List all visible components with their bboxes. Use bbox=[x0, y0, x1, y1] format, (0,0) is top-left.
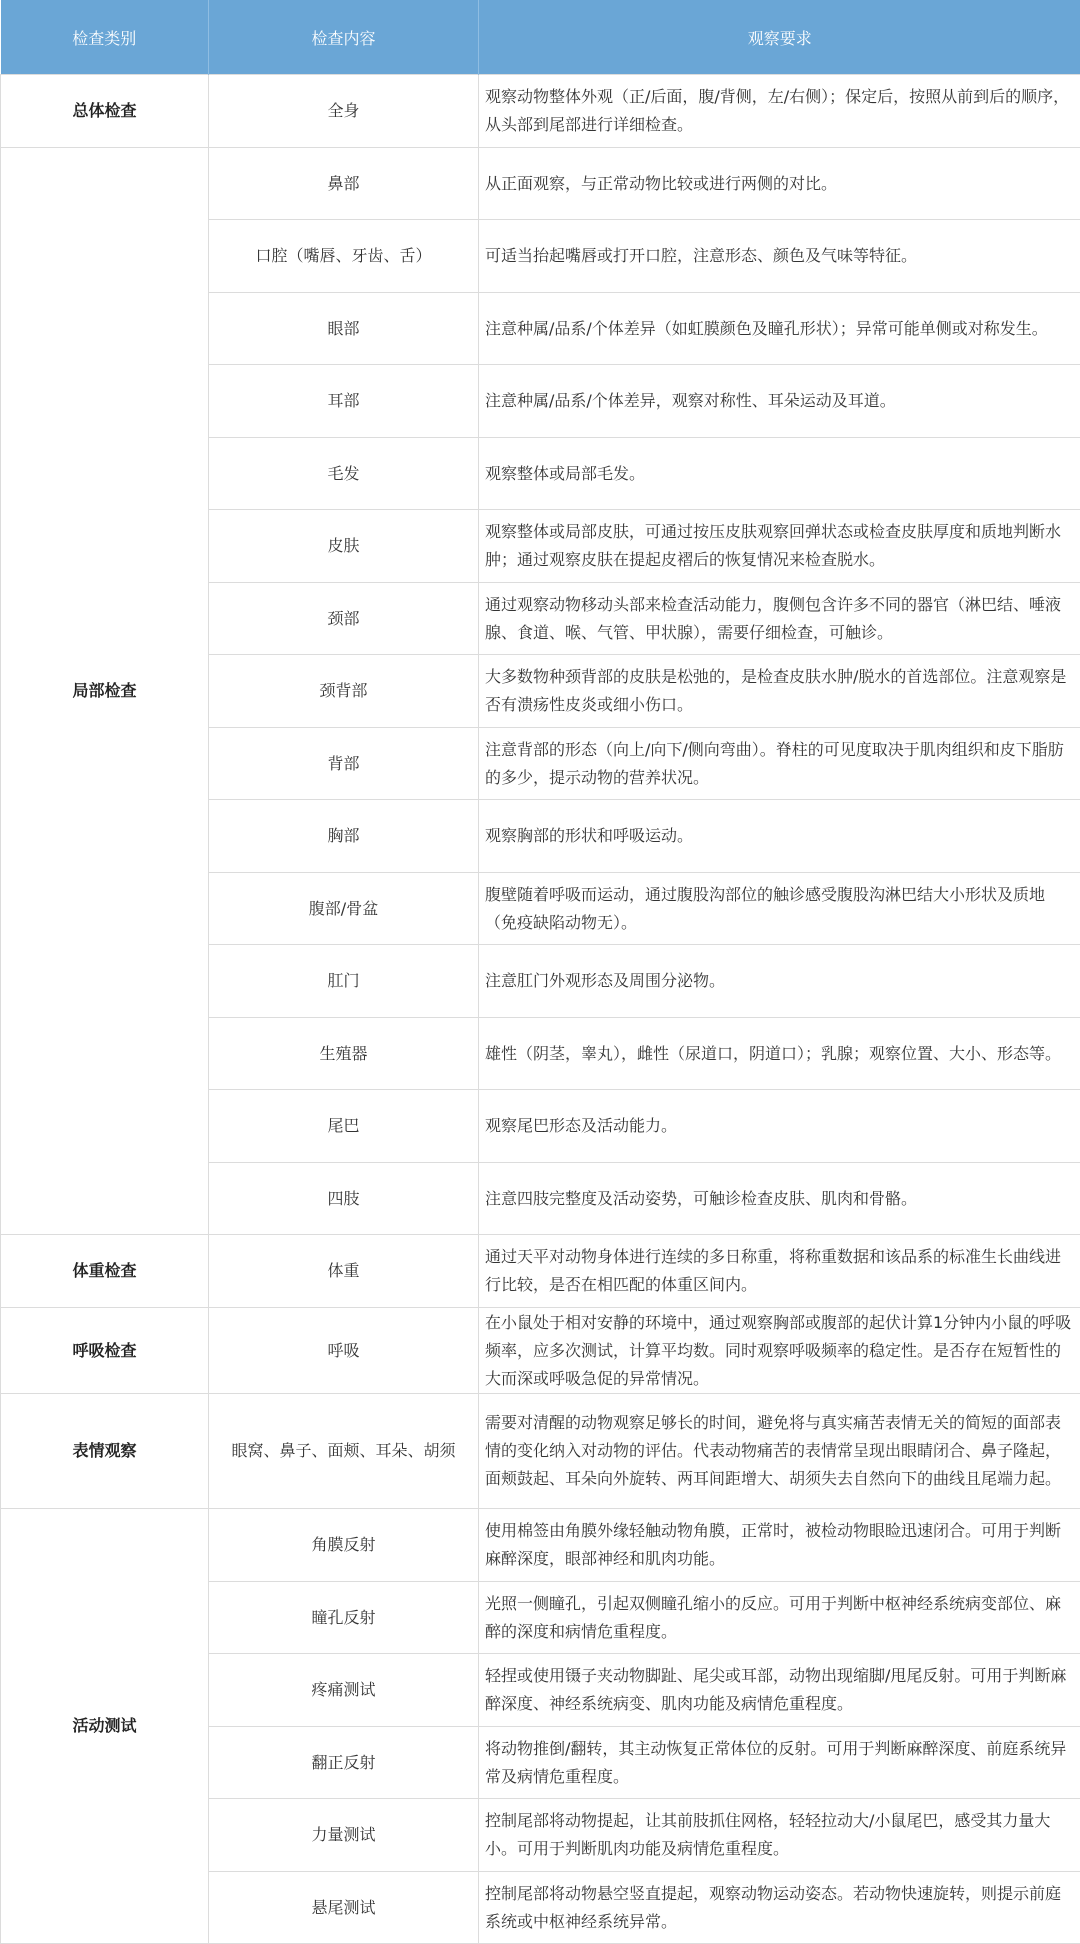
table-row bbox=[1, 1509, 1080, 1582]
item-cell: 尾巴 bbox=[209, 1090, 479, 1163]
item-cell: 颈部 bbox=[209, 583, 479, 655]
item-cell: 呼吸 bbox=[209, 1308, 479, 1394]
table-row bbox=[1, 1394, 1080, 1509]
header-item: 检查内容 bbox=[209, 0, 479, 75]
requirement-cell: 控制尾部将动物悬空竖直提起，观察动物运动姿态。若动物快速旋转，则提示前庭系统或中枢神经系统异常。 bbox=[479, 1872, 1080, 1944]
item-cell: 眼部 bbox=[209, 293, 479, 365]
requirement-cell: 使用棉签由角膜外缘轻触动物角膜，正常时，被检动物眼睑迅速闭合。可用于判断麻醉深度，眼部神经和肌肉功能。 bbox=[479, 1509, 1080, 1582]
header-requirement: 观察要求 bbox=[479, 0, 1080, 75]
requirement-cell: 注意肛门外观形态及周围分泌物。 bbox=[479, 945, 1080, 1018]
item-cell: 鼻部 bbox=[209, 148, 479, 220]
item-cell: 体重 bbox=[209, 1235, 479, 1308]
requirement-cell: 在小鼠处于相对安静的环境中，通过观察胸部或腹部的起伏计算1分钟内小鼠的呼吸频率，应多次测试，计算平均数。同时观察呼吸频率的稳定性。是否存在短暂性的大而深或呼吸急促的异常情况。 bbox=[479, 1308, 1080, 1394]
item-cell: 皮肤 bbox=[209, 510, 479, 583]
requirement-cell: 观察整体或局部皮肤，可通过按压皮肤观察回弹状态或检查皮肤厚度和质地判断水肿；通过观察皮肤在提起皮褶后的恢复情况来检查脱水。 bbox=[479, 510, 1080, 583]
category-cell: 局部检查 bbox=[1, 148, 209, 1235]
requirement-cell: 将动物推倒/翻转，其主动恢复正常体位的反射。可用于判断麻醉深度、前庭系统异常及病情危重程度。 bbox=[479, 1727, 1080, 1799]
requirement-cell: 雄性（阴茎，睾丸），雌性（尿道口，阴道口）；乳腺；观察位置、大小、形态等。 bbox=[479, 1018, 1080, 1090]
requirement-cell: 从正面观察，与正常动物比较或进行两侧的对比。 bbox=[479, 148, 1080, 220]
category-cell: 表情观察 bbox=[1, 1394, 209, 1509]
header-row bbox=[1, 0, 1080, 75]
requirement-cell: 需要对清醒的动物观察足够长的时间，避免将与真实痛苦表情无关的简短的面部表情的变化纳入对动物的评估。代表动物痛苦的表情常呈现出眼睛闭合、鼻子隆起，面颊鼓起、耳朵向外旋转、两耳间距增大、胡须失去自然向下的曲线且尾端力起。 bbox=[479, 1394, 1080, 1509]
requirement-cell: 通过天平对动物身体进行连续的多日称重，将称重数据和该品系的标准生长曲线进行比较，是否在相匹配的体重区间内。 bbox=[479, 1235, 1080, 1308]
requirement-cell: 注意种属/品系/个体差异，观察对称性、耳朵运动及耳道。 bbox=[479, 365, 1080, 438]
item-cell: 口腔（嘴唇、牙齿、舌） bbox=[209, 220, 479, 293]
item-cell: 力量测试 bbox=[209, 1799, 479, 1872]
item-cell: 胸部 bbox=[209, 800, 479, 873]
requirement-cell: 光照一侧瞳孔，引起双侧瞳孔缩小的反应。可用于判断中枢神经系统病变部位、麻醉的深度和病情危重程度。 bbox=[479, 1582, 1080, 1654]
item-cell: 角膜反射 bbox=[209, 1509, 479, 1582]
requirement-cell: 大多数物种颈背部的皮肤是松弛的，是检查皮肤水肿/脱水的首选部位。注意观察是否有溃疡性皮炎或细小伤口。 bbox=[479, 655, 1080, 728]
requirement-cell: 通过观察动物移动头部来检查活动能力，腹侧包含许多不同的器官（淋巴结、唾液腺、食道、喉、气管、甲状腺），需要仔细检查，可触诊。 bbox=[479, 583, 1080, 655]
item-cell: 全身 bbox=[209, 75, 479, 148]
requirement-cell: 观察动物整体外观（正/后面，腹/背侧，左/右侧）；保定后，按照从前到后的顺序，从头部到尾部进行详细检查。 bbox=[479, 75, 1080, 148]
requirement-cell: 可适当抬起嘴唇或打开口腔，注意形态、颜色及气味等特征。 bbox=[479, 220, 1080, 293]
table-row bbox=[1, 75, 1080, 148]
requirement-cell: 注意四肢完整度及活动姿势，可触诊检查皮肤、肌肉和骨骼。 bbox=[479, 1163, 1080, 1235]
category-cell: 呼吸检查 bbox=[1, 1308, 209, 1394]
category-cell: 活动测试 bbox=[1, 1509, 209, 1944]
item-cell: 耳部 bbox=[209, 365, 479, 438]
table-row bbox=[1, 1235, 1080, 1308]
requirement-cell: 观察整体或局部毛发。 bbox=[479, 438, 1080, 510]
requirement-cell: 轻捏或使用镊子夹动物脚趾、尾尖或耳部，动物出现缩脚/甩尾反射。可用于判断麻醉深度、神经系统病变、肌肉功能及病情危重程度。 bbox=[479, 1654, 1080, 1727]
category-cell: 体重检查 bbox=[1, 1235, 209, 1308]
requirement-cell: 腹壁随着呼吸而运动，通过腹股沟部位的触诊感受腹股沟淋巴结大小形状及质地（免疫缺陷动物无）。 bbox=[479, 873, 1080, 945]
category-cell: 总体检查 bbox=[1, 75, 209, 148]
table-row bbox=[1, 148, 1080, 220]
item-cell: 翻正反射 bbox=[209, 1727, 479, 1799]
requirement-cell: 观察尾巴形态及活动能力。 bbox=[479, 1090, 1080, 1163]
item-cell: 毛发 bbox=[209, 438, 479, 510]
item-cell: 颈背部 bbox=[209, 655, 479, 728]
item-cell: 瞳孔反射 bbox=[209, 1582, 479, 1654]
header-category: 检查类别 bbox=[1, 0, 209, 75]
item-cell: 肛门 bbox=[209, 945, 479, 1018]
item-cell: 生殖器 bbox=[209, 1018, 479, 1090]
requirement-cell: 控制尾部将动物提起，让其前肢抓住网格，轻轻拉动大/小鼠尾巴，感受其力量大小。可用于判断肌肉功能及病情危重程度。 bbox=[479, 1799, 1080, 1872]
item-cell: 四肢 bbox=[209, 1163, 479, 1235]
requirement-cell: 注意种属/品系/个体差异（如虹膜颜色及瞳孔形状）；异常可能单侧或对称发生。 bbox=[479, 293, 1080, 365]
item-cell: 眼窝、鼻子、面颊、耳朵、胡须 bbox=[209, 1394, 479, 1509]
requirement-cell: 观察胸部的形状和呼吸运动。 bbox=[479, 800, 1080, 873]
requirement-cell: 注意背部的形态（向上/向下/侧向弯曲）。脊柱的可见度取决于肌肉组织和皮下脂肪的多少，提示动物的营养状况。 bbox=[479, 728, 1080, 800]
item-cell: 腹部/骨盆 bbox=[209, 873, 479, 945]
item-cell: 背部 bbox=[209, 728, 479, 800]
item-cell: 悬尾测试 bbox=[209, 1872, 479, 1944]
item-cell: 疼痛测试 bbox=[209, 1654, 479, 1727]
table-row bbox=[1, 1308, 1080, 1394]
